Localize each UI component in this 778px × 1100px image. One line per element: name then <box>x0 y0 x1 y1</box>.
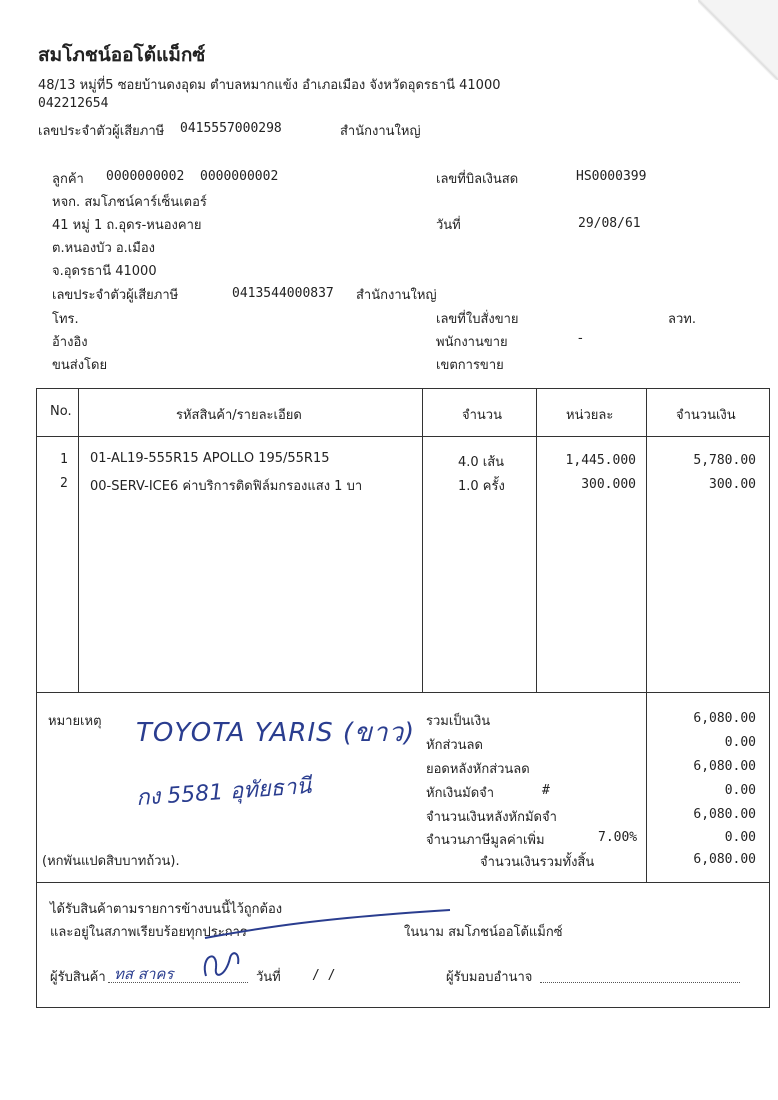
receiver-signature <box>196 946 246 982</box>
authorized-signature-line <box>540 982 740 983</box>
customer-label: ลูกค้า <box>52 172 84 187</box>
customer-name: หจก. สมโภชน์คาร์เซ็นเตอร์ <box>52 195 207 210</box>
receiver-signature-line <box>108 982 248 983</box>
order-no-label: เลขที่ใบสั่งขาย <box>436 312 519 327</box>
table-items-bottom-rule <box>36 692 770 693</box>
row-2-unit-price: 300.000 <box>581 477 636 492</box>
vat-label: จำนวนภาษีมูลค่าเพิ่ม <box>426 833 545 848</box>
row-2-description: 00-SERV-ICE6 ค่าบริการติดฟิล์มกรองแสง 1 บา <box>90 479 363 494</box>
row-2-quantity: 1.0 ครั้ง <box>458 479 505 494</box>
sales-staff-label: พนักงานขาย <box>436 335 508 350</box>
col-divider-qty <box>536 388 537 692</box>
row-1-amount: 5,780.00 <box>693 453 756 468</box>
signature-stroke-long <box>200 904 460 944</box>
deposit-marker: # <box>542 783 550 798</box>
col-divider-no <box>78 388 79 692</box>
subtotal-value: 6,080.00 <box>693 711 756 726</box>
sales-area-label: เขตการขาย <box>436 358 504 373</box>
sales-staff-value: - <box>578 331 583 346</box>
customer-address-2: ต.หนองบัว อ.เมือง <box>52 241 155 256</box>
notes-label: หมายเหตุ <box>48 714 102 729</box>
header-no: No. <box>50 404 72 419</box>
after-deposit-label: จำนวนเงินหลังหักมัดจำ <box>426 810 557 825</box>
header-amount: จำนวนเงิน <box>676 408 736 423</box>
col-divider-desc <box>422 388 423 692</box>
subtotal-label: รวมเป็นเงิน <box>426 714 491 729</box>
after-discount-value: 6,080.00 <box>693 759 756 774</box>
company-tax-label: เลขประจำตัวผู้เสียภาษี <box>38 124 165 139</box>
order-no-value: ลวท. <box>668 312 696 327</box>
deposit-label: หักเงินมัดจำ <box>426 786 495 801</box>
receive-date-blank: / / <box>312 968 336 983</box>
table-header-rule <box>36 436 770 437</box>
invoice-date: 29/08/61 <box>578 216 641 231</box>
customer-branch: สำนักงานใหญ่ <box>356 288 437 303</box>
customer-phone-label: โทร. <box>52 312 79 327</box>
discount-label: หักส่วนลด <box>426 738 483 753</box>
after-deposit-value: 6,080.00 <box>693 807 756 822</box>
customer-address-1: 41 หมู่ 1 ถ.อุดร-หนองคาย <box>52 218 202 233</box>
header-unit-price: หน่วยละ <box>566 408 614 423</box>
discount-value: 0.00 <box>724 735 756 750</box>
company-name: สมโภชน์ออโต้แม็กซ์ <box>38 44 206 66</box>
deposit-value: 0.00 <box>724 783 756 798</box>
row-1-description: 01-AL19-555R15 APOLLO 195/55R15 <box>90 451 330 466</box>
receiver-handwritten-name: ทส สาคร <box>114 965 174 983</box>
customer-ref-label: อ้างอิง <box>52 335 88 350</box>
customer-code-2: 0000000002 <box>200 169 279 184</box>
row-2-amount: 300.00 <box>709 477 756 492</box>
row-1-no: 1 <box>60 452 68 467</box>
after-discount-label: ยอดหลังหักส่วนลด <box>426 762 530 777</box>
row-1-unit-price: 1,445.000 <box>565 453 636 468</box>
customer-ship-label: ขนส่งโดย <box>52 358 108 373</box>
grand-total-value: 6,080.00 <box>693 852 756 867</box>
on-behalf-of: ในนาม สมโภชน์ออโต้แม็กซ์ <box>404 925 563 940</box>
handwritten-car-model: TOYOTA YARIS (ขาว) <box>136 718 416 748</box>
receiver-label: ผู้รับสินค้า <box>50 970 106 985</box>
customer-address-3: จ.อุดรธานี 41000 <box>52 264 157 279</box>
totals-bottom-rule <box>36 882 770 883</box>
header-description: รหัสสินค้า/รายละเอียด <box>176 408 302 423</box>
company-phone: 042212654 <box>38 96 109 111</box>
customer-code-1: 0000000002 <box>106 169 185 184</box>
company-tax-id: 0415557000298 <box>180 121 282 136</box>
col-divider-amount <box>646 388 647 882</box>
customer-tax-label: เลขประจำตัวผู้เสียภาษี <box>52 288 179 303</box>
header-quantity: จำนวน <box>462 408 502 423</box>
vat-value: 0.00 <box>724 830 756 845</box>
vat-rate: 7.00% <box>598 830 638 845</box>
receive-date-label: วันที่ <box>256 970 281 985</box>
authorized-label: ผู้รับมอบอำนาจ <box>446 970 533 985</box>
handwritten-license-plate: กง 5581 อุทัยธานี <box>135 773 313 812</box>
row-2-no: 2 <box>60 476 68 491</box>
company-address: 48/13 หมู่ที่5 ซอยบ้านดงอุดม ตำบลหมากแข้ง อำเภอเมือง จังหวัดอุดรธานี 41000 <box>38 78 501 93</box>
bill-no-label: เลขที่บิลเงินสด <box>436 172 519 187</box>
receipt-confirmation-line-1: ได้รับสินค้าตามรายการข้างบนนี้ไว้ถูกต้อง <box>50 902 283 917</box>
date-label: วันที่ <box>436 218 461 233</box>
customer-tax-id: 0413544000837 <box>232 286 334 301</box>
receipt-confirmation-line-2: และอยู่ในสภาพเรียบร้อยทุกประการ <box>50 925 247 940</box>
page-corner-fold <box>698 0 778 80</box>
grand-total-label: จำนวนเงินรวมทั้งสิ้น <box>480 855 595 870</box>
company-branch: สำนักงานใหญ่ <box>340 124 421 139</box>
row-1-quantity: 4.0 เส้น <box>458 455 505 470</box>
amount-in-words: (หกพันแปดสิบบาทถ้วน). <box>42 854 180 869</box>
bill-no: HS0000399 <box>576 169 647 184</box>
